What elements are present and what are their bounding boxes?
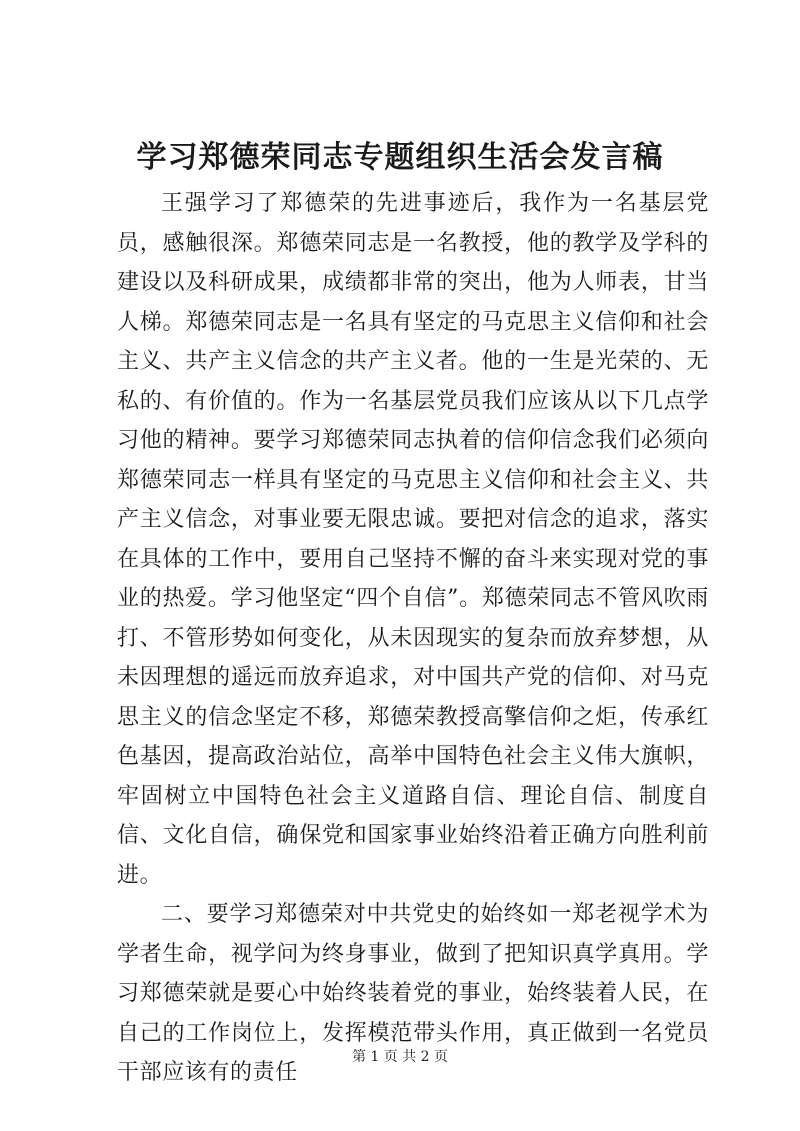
paragraph-2: 二、要学习郑德荣对中共党史的始终如一郑老视学术为学者生命，视学问为终身事业，做到了把知识真学真用。学习郑德荣就是要心中始终装着党的事业，始终装着人民，在自己的工作岗位上，发挥模范带头作用，真正做到一名党员干部应该有的责任 bbox=[117, 902, 709, 1085]
document-title: 学习郑德荣同志专题组织生活会发言稿 bbox=[136, 140, 664, 175]
page-number-footer: 第 1 页 共 2 页 bbox=[351, 1049, 449, 1065]
paragraph-1: 王强学习了郑德荣的先进事迹后，我作为一名基层党员，感触很深。郑德荣同志是一名教授，他的教学及学科的建设以及科研成果，成绩都非常的突出，他为人师表，甘当人梯。郑德荣同志是一名具有坚定的马克思主义信仰和社会主义、共产主义信念的共产主义者。他的一生是光荣的、无私的、有价值的。作为一名基层党员我们应该从以下几点学习他的精神。要学习郑德荣同志执着的信仰信念我们必须向郑德荣同志一样具有坚定的马克思主义信仰和社会主义、共产主义信念，对事业要无限忠诚。要把对信念的追求，落实在具体的工作中，要用自己坚持不懈的奋斗来实现对党的事业的热爱。学习他坚定“四个自信”。郑德荣同志不管风吹雨打、不管形势如何变化，从未因现实的复杂而放弃梦想，从未因理想的遥远而放弃追求，对中国共产党的信仰、对马克思主义的信念坚定不移，郑德荣教授高擎信仰之炬，传承红色基因，提高政治站位，高举中国特色社会主义伟大旗帜，牢固树立中国特色社会主义道路自信、理论自信、制度自信、文化自信，确保党和国家事业始终沿着正确方向胜利前进。 bbox=[117, 191, 709, 888]
document-body bbox=[117, 184, 709, 1093]
